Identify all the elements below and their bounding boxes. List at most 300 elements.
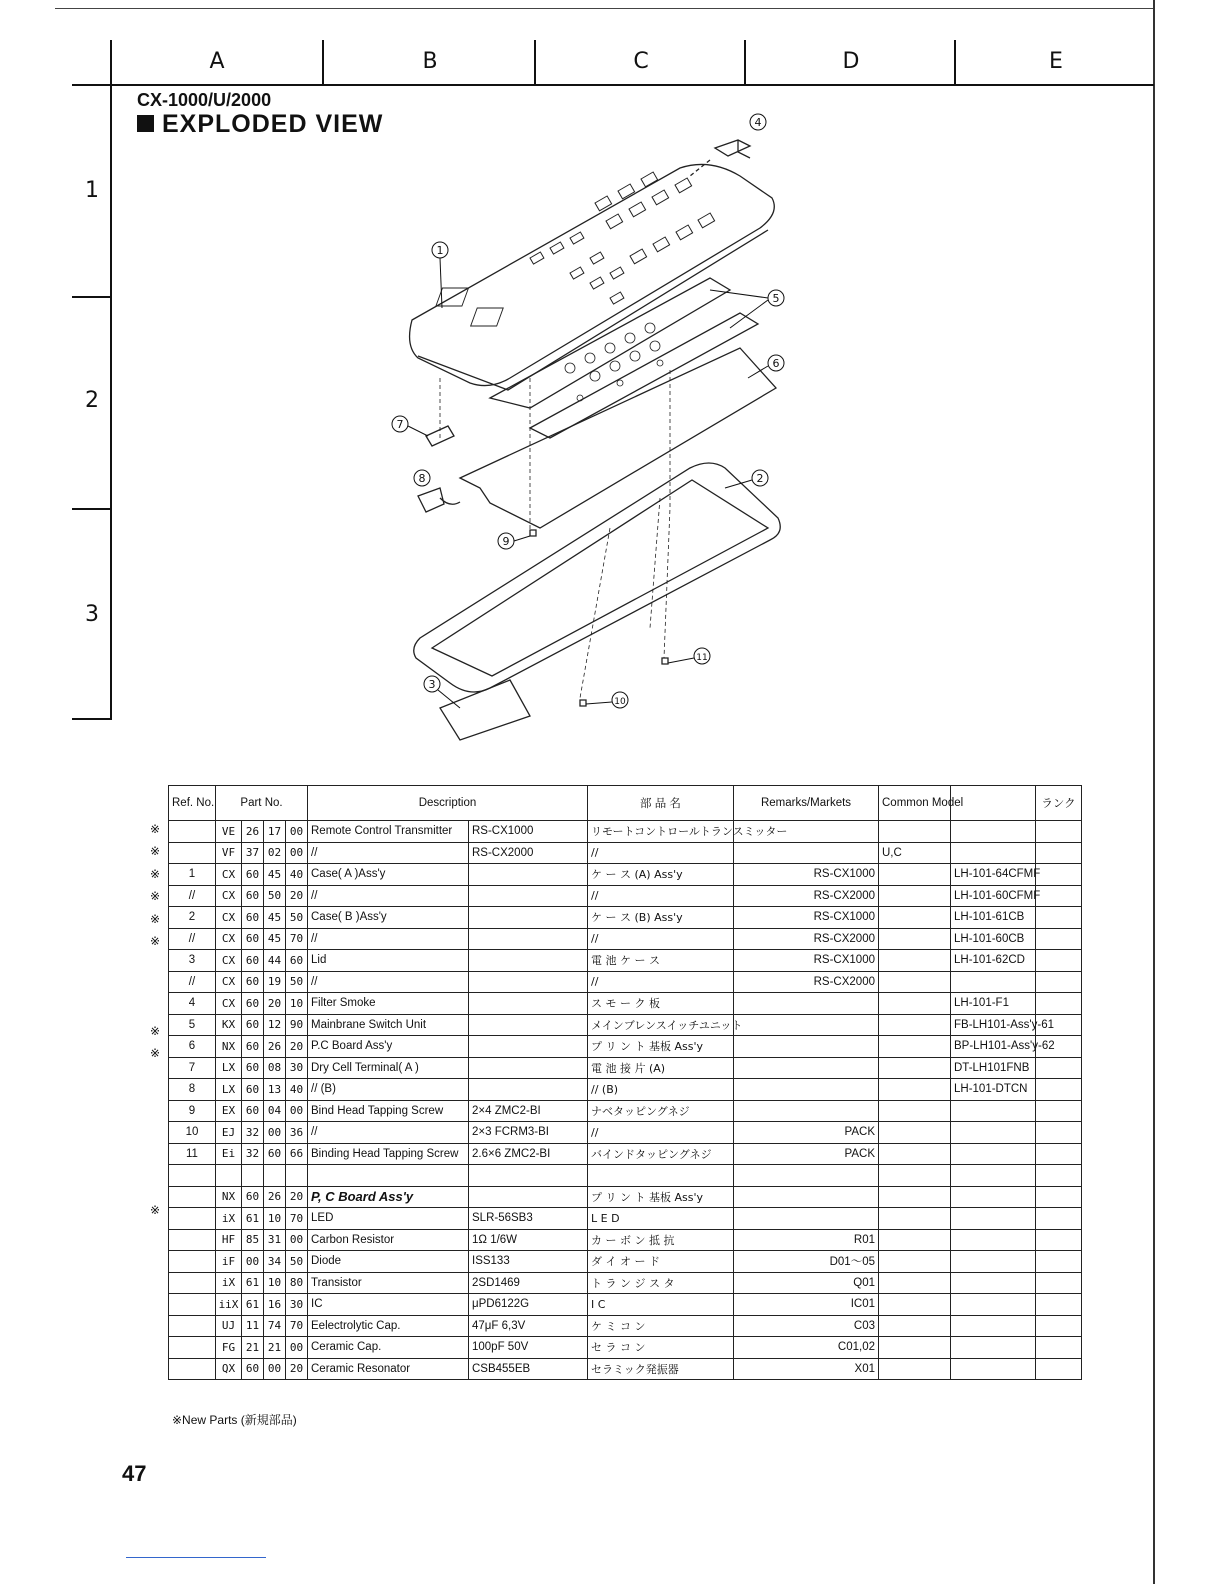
cell-japanese-name: ケ ー ス (B) Ass'y xyxy=(588,907,734,929)
cell-remarks: RS-CX2000 xyxy=(734,885,879,907)
cell-japanese-name: プ リ ン ト 基板 Ass'y xyxy=(588,1186,734,1208)
cell-ref: 7 xyxy=(169,1057,216,1079)
cell-extra-code xyxy=(951,1315,1036,1337)
cell-remarks xyxy=(734,1165,879,1187)
cell-ref xyxy=(169,1358,216,1380)
header-jp-name: 部 品 名 xyxy=(588,786,734,821)
cell-description: Carbon Resistor xyxy=(308,1229,469,1251)
cell-remarks: PACK xyxy=(734,1143,879,1165)
grid-row-1: 1 xyxy=(85,178,99,203)
callout-10 xyxy=(586,692,628,708)
battery-lid xyxy=(440,680,530,740)
table-row xyxy=(169,1272,1082,1294)
cell-ref: 4 xyxy=(169,993,216,1015)
cell-part-group: 61 xyxy=(242,1272,264,1294)
cell-common-model: U,C xyxy=(879,842,951,864)
cell-part-suffix: 70 xyxy=(286,928,308,950)
cell-remarks: RS-CX2000 xyxy=(734,971,879,993)
cell-specification xyxy=(469,1165,588,1187)
cell-extra-code xyxy=(951,1229,1036,1251)
cell-rank xyxy=(1036,821,1082,843)
top-case xyxy=(410,164,775,385)
cell-part-suffix: 70 xyxy=(286,1315,308,1337)
cell-part-group: 00 xyxy=(242,1251,264,1273)
cell-remarks: X01 xyxy=(734,1358,879,1380)
cell-part-prefix: CX xyxy=(216,993,242,1015)
header-rank: ランク xyxy=(1036,786,1082,821)
cell-specification: μPD6122G xyxy=(469,1294,588,1316)
cell-part-suffix: 20 xyxy=(286,885,308,907)
cell-part-group: 60 xyxy=(242,971,264,993)
cell-extra-code xyxy=(951,1208,1036,1230)
cell-part-number: 26 xyxy=(264,1036,286,1058)
bottom-link-line xyxy=(126,1557,266,1558)
header-extra xyxy=(951,786,1036,821)
cell-specification: 2.6×6 ZMC2-BI xyxy=(469,1143,588,1165)
cell-description: Dry Cell Terminal( A ) xyxy=(308,1057,469,1079)
cell-ref xyxy=(169,1315,216,1337)
cell-specification: CSB455EB xyxy=(469,1358,588,1380)
cell-ref: 8 xyxy=(169,1079,216,1101)
cell-part-number: 10 xyxy=(264,1272,286,1294)
cell-common-model xyxy=(879,1315,951,1337)
callout-8 xyxy=(414,470,430,486)
cell-part-number: 74 xyxy=(264,1315,286,1337)
bullet-square-icon xyxy=(137,115,154,132)
cell-japanese-name: ケ ミ コ ン xyxy=(588,1315,734,1337)
header-ref: Ref. No. xyxy=(169,786,216,821)
cell-extra-code xyxy=(951,842,1036,864)
cell-extra-code: FB-LH101-Ass'y-61 xyxy=(951,1014,1036,1036)
cell-specification xyxy=(469,993,588,1015)
cell-part-group: 60 xyxy=(242,1014,264,1036)
cell-rank xyxy=(1036,842,1082,864)
cell-common-model xyxy=(879,1165,951,1187)
cell-description: Remote Control Transmitter xyxy=(308,821,469,843)
cell-common-model xyxy=(879,928,951,950)
cell-extra-code: LH-101-60CB xyxy=(951,928,1036,950)
table-row xyxy=(169,1229,1082,1251)
cell-ref: // xyxy=(169,971,216,993)
cell-description: // xyxy=(308,928,469,950)
cell-part-group: 60 xyxy=(242,864,264,886)
cell-part-suffix: 00 xyxy=(286,821,308,843)
cell-extra-code: LH-101-64CFMF xyxy=(951,864,1036,886)
table-row xyxy=(169,1358,1082,1380)
table-row xyxy=(169,885,1082,907)
cell-japanese-name: カ ー ボ ン 抵 抗 xyxy=(588,1229,734,1251)
cell-part-group: 60 xyxy=(242,993,264,1015)
cell-part-group: 60 xyxy=(242,885,264,907)
cell-part-prefix: LX xyxy=(216,1079,242,1101)
cell-part-group: 60 xyxy=(242,1036,264,1058)
cell-part-group: 37 xyxy=(242,842,264,864)
cell-remarks: D01～05 xyxy=(734,1251,879,1273)
cell-remarks xyxy=(734,1208,879,1230)
cell-part-suffix: 00 xyxy=(286,1100,308,1122)
callout-1 xyxy=(432,242,448,308)
cell-part-group: 32 xyxy=(242,1143,264,1165)
new-part-mark: ※ xyxy=(150,866,161,881)
cell-japanese-name: バインドタッピングネジ xyxy=(588,1143,734,1165)
svg-text:3: 3 xyxy=(428,678,436,691)
table-row xyxy=(169,950,1082,972)
cell-ref: 3 xyxy=(169,950,216,972)
cell-rank xyxy=(1036,1337,1082,1359)
cell-part-prefix: CX xyxy=(216,928,242,950)
cell-description: Case( A )Ass'y xyxy=(308,864,469,886)
table-row xyxy=(169,928,1082,950)
cell-description: Ceramic Cap. xyxy=(308,1337,469,1359)
cell-common-model xyxy=(879,1122,951,1144)
grid-row-3: 3 xyxy=(85,602,99,627)
svg-text:5: 5 xyxy=(772,292,780,305)
cell-rank xyxy=(1036,1057,1082,1079)
cell-part-prefix: EJ xyxy=(216,1122,242,1144)
cell-extra-code: BP-LH101-Ass'y-62 xyxy=(951,1036,1036,1058)
table-row xyxy=(169,1057,1082,1079)
cell-rank xyxy=(1036,950,1082,972)
table-row xyxy=(169,971,1082,993)
cell-ref xyxy=(169,821,216,843)
cell-part-suffix: 50 xyxy=(286,907,308,929)
cell-japanese-name: ス モ ー ク 板 xyxy=(588,993,734,1015)
table-row xyxy=(169,1294,1082,1316)
cell-part-suffix: 00 xyxy=(286,1229,308,1251)
cell-common-model xyxy=(879,1294,951,1316)
cell-part-group: 61 xyxy=(242,1294,264,1316)
cell-extra-code xyxy=(951,971,1036,993)
callout-3 xyxy=(424,676,460,708)
cell-part-suffix: 36 xyxy=(286,1122,308,1144)
cell-extra-code: LH-101-61CB xyxy=(951,907,1036,929)
cell-description: // xyxy=(308,842,469,864)
cell-part-group: 32 xyxy=(242,1122,264,1144)
cell-part-number: 21 xyxy=(264,1337,286,1359)
cell-japanese-name: ナベタッピングネジ xyxy=(588,1100,734,1122)
cell-ref: // xyxy=(169,885,216,907)
callout-7 xyxy=(392,416,428,436)
cell-part-suffix xyxy=(286,1165,308,1187)
cell-extra-code xyxy=(951,821,1036,843)
cell-common-model xyxy=(879,864,951,886)
cell-japanese-name: // (B) xyxy=(588,1079,734,1101)
cell-japanese-name: // xyxy=(588,1122,734,1144)
cell-specification xyxy=(469,950,588,972)
callout-11 xyxy=(668,648,710,664)
new-part-mark: ※ xyxy=(150,844,161,859)
cell-part-suffix: 30 xyxy=(286,1057,308,1079)
cell-description: Bind Head Tapping Screw xyxy=(308,1100,469,1122)
cell-ref: 9 xyxy=(169,1100,216,1122)
cell-part-group: 60 xyxy=(242,1057,264,1079)
cell-rank xyxy=(1036,1229,1082,1251)
grid-row-sep-1 xyxy=(72,296,112,298)
cell-ref: // xyxy=(169,928,216,950)
pc-board xyxy=(460,348,776,528)
cell-common-model xyxy=(879,1143,951,1165)
svg-text:10: 10 xyxy=(614,697,626,707)
cell-part-group: 60 xyxy=(242,928,264,950)
table-row xyxy=(169,907,1082,929)
cell-remarks xyxy=(734,1014,879,1036)
page-title xyxy=(137,110,383,139)
cell-part-number: 34 xyxy=(264,1251,286,1273)
table-row xyxy=(169,1079,1082,1101)
cell-specification xyxy=(469,1186,588,1208)
new-part-mark: ※ xyxy=(150,911,161,926)
cell-common-model xyxy=(879,1208,951,1230)
cell-part-prefix: CX xyxy=(216,971,242,993)
header-part-no: Part No. xyxy=(216,786,308,821)
cell-japanese-name xyxy=(588,1165,734,1187)
cell-japanese-name: リモートコントロールトランスミッター xyxy=(588,821,734,843)
cell-common-model xyxy=(879,1057,951,1079)
cell-part-number: 44 xyxy=(264,950,286,972)
cell-rank xyxy=(1036,1100,1082,1122)
cell-ref: 6 xyxy=(169,1036,216,1058)
cell-rank xyxy=(1036,885,1082,907)
cell-rank xyxy=(1036,1208,1082,1230)
exploded-view-diagram xyxy=(380,108,800,748)
grid-col-d: D xyxy=(744,40,956,84)
cell-rank xyxy=(1036,1186,1082,1208)
cell-extra-code xyxy=(951,1294,1036,1316)
cell-extra-code xyxy=(951,1143,1036,1165)
cell-ref: 10 xyxy=(169,1122,216,1144)
new-part-mark: ※ xyxy=(150,822,161,836)
table-row xyxy=(169,1165,1082,1187)
cell-rank xyxy=(1036,1315,1082,1337)
cell-part-suffix: 20 xyxy=(286,1036,308,1058)
page-number: 47 xyxy=(122,1461,147,1486)
cell-part-prefix: Ei xyxy=(216,1143,242,1165)
cell-japanese-name: // xyxy=(588,928,734,950)
header-common: Common Model xyxy=(879,786,951,821)
callout-4 xyxy=(750,114,766,130)
svg-text:8: 8 xyxy=(418,472,426,485)
cell-specification: 47μF 6,3V xyxy=(469,1315,588,1337)
cell-extra-code: LH-101-F1 xyxy=(951,993,1036,1015)
cell-remarks: R01 xyxy=(734,1229,879,1251)
cell-specification: 1Ω 1/6W xyxy=(469,1229,588,1251)
cell-ref xyxy=(169,1229,216,1251)
cell-remarks xyxy=(734,993,879,1015)
cell-extra-code xyxy=(951,1186,1036,1208)
cell-extra-code xyxy=(951,1100,1036,1122)
cell-part-group: 61 xyxy=(242,1208,264,1230)
cell-part-prefix xyxy=(216,1165,242,1187)
cell-description: Lid xyxy=(308,950,469,972)
svg-text:9: 9 xyxy=(502,535,510,548)
table-row xyxy=(169,1036,1082,1058)
cell-remarks: RS-CX1000 xyxy=(734,907,879,929)
cell-description: P, C Board Ass'y xyxy=(308,1186,469,1208)
cell-specification xyxy=(469,1014,588,1036)
cell-description: IC xyxy=(308,1294,469,1316)
cell-japanese-name: セラミック発振器 xyxy=(588,1358,734,1380)
cell-part-number: 16 xyxy=(264,1294,286,1316)
table-row xyxy=(169,1014,1082,1036)
cell-ref xyxy=(169,1294,216,1316)
cell-extra-code xyxy=(951,1251,1036,1273)
cell-description: // (B) xyxy=(308,1079,469,1101)
grid-col-b: B xyxy=(322,40,536,84)
cell-common-model xyxy=(879,993,951,1015)
cell-part-number: 13 xyxy=(264,1079,286,1101)
cell-common-model xyxy=(879,1251,951,1273)
cell-rank xyxy=(1036,1165,1082,1187)
cell-remarks xyxy=(734,1186,879,1208)
cell-ref: 1 xyxy=(169,864,216,886)
cell-part-number: 26 xyxy=(264,1186,286,1208)
cell-part-number: 17 xyxy=(264,821,286,843)
cell-remarks: C01,02 xyxy=(734,1337,879,1359)
cell-extra-code: LH-101-60CFMF xyxy=(951,885,1036,907)
cell-description: // xyxy=(308,971,469,993)
cell-ref xyxy=(169,1165,216,1187)
cell-part-group: 11 xyxy=(242,1315,264,1337)
cell-specification: SLR-56SB3 xyxy=(469,1208,588,1230)
cell-part-suffix: 00 xyxy=(286,1337,308,1359)
cell-specification: RS-CX1000 xyxy=(469,821,588,843)
cell-specification xyxy=(469,907,588,929)
new-part-mark: ※ xyxy=(150,1023,161,1038)
cell-part-number: 00 xyxy=(264,1358,286,1380)
callout-2 xyxy=(725,470,768,488)
cell-rank xyxy=(1036,1294,1082,1316)
cell-ref xyxy=(169,1208,216,1230)
cell-ref xyxy=(169,1186,216,1208)
cell-rank xyxy=(1036,907,1082,929)
table-row xyxy=(169,1100,1082,1122)
svg-text:1: 1 xyxy=(436,244,444,257)
cell-specification: 2×3 FCRM3-BI xyxy=(469,1122,588,1144)
cell-part-number: 45 xyxy=(264,928,286,950)
cell-common-model xyxy=(879,885,951,907)
cell-part-prefix: VF xyxy=(216,842,242,864)
cell-specification: ISS133 xyxy=(469,1251,588,1273)
cell-common-model xyxy=(879,907,951,929)
cell-part-number: 12 xyxy=(264,1014,286,1036)
cell-description: // xyxy=(308,1122,469,1144)
grid-row-sep-2 xyxy=(72,508,112,510)
cell-part-number: 31 xyxy=(264,1229,286,1251)
cell-specification: 2×4 ZMC2-BI xyxy=(469,1100,588,1122)
screw-9 xyxy=(530,530,536,536)
cell-part-group: 60 xyxy=(242,1186,264,1208)
cell-part-prefix: iX xyxy=(216,1272,242,1294)
cell-description: Filter Smoke xyxy=(308,993,469,1015)
cell-extra-code: DT-LH101FNB xyxy=(951,1057,1036,1079)
filter-smoke xyxy=(715,140,750,158)
cell-japanese-name: // xyxy=(588,971,734,993)
cell-part-suffix: 10 xyxy=(286,993,308,1015)
cell-rank xyxy=(1036,928,1082,950)
cell-description: Mainbrane Switch Unit xyxy=(308,1014,469,1036)
cell-part-suffix: 80 xyxy=(286,1272,308,1294)
cell-specification xyxy=(469,1079,588,1101)
callout-9 xyxy=(498,533,530,549)
cell-description: Transistor xyxy=(308,1272,469,1294)
table-row xyxy=(169,1251,1082,1273)
cell-specification xyxy=(469,928,588,950)
cell-rank xyxy=(1036,1251,1082,1273)
grid-col-a: A xyxy=(209,49,225,74)
cell-part-prefix: CX xyxy=(216,864,242,886)
cell-common-model xyxy=(879,821,951,843)
cell-specification: 100pF 50V xyxy=(469,1337,588,1359)
grid-col-e: E xyxy=(954,40,1156,84)
cell-part-group: 60 xyxy=(242,1100,264,1122)
cell-description: LED xyxy=(308,1208,469,1230)
cell-rank xyxy=(1036,1358,1082,1380)
cell-common-model xyxy=(879,1014,951,1036)
cell-japanese-name: // xyxy=(588,842,734,864)
cell-part-group: 60 xyxy=(242,1358,264,1380)
cell-part-suffix: 00 xyxy=(286,842,308,864)
cell-part-number: 10 xyxy=(264,1208,286,1230)
cell-part-suffix: 40 xyxy=(286,864,308,886)
cell-ref xyxy=(169,842,216,864)
cell-part-suffix: 66 xyxy=(286,1143,308,1165)
cell-japanese-name: ト ラ ン ジ ス タ xyxy=(588,1272,734,1294)
cell-common-model xyxy=(879,971,951,993)
cell-remarks xyxy=(734,1079,879,1101)
cell-part-prefix: KX xyxy=(216,1014,242,1036)
cell-remarks: C03 xyxy=(734,1315,879,1337)
screw-11 xyxy=(662,658,668,664)
right-border xyxy=(1153,0,1155,1584)
cell-part-suffix: 60 xyxy=(286,950,308,972)
cell-part-prefix: LX xyxy=(216,1057,242,1079)
cell-remarks: RS-CX2000 xyxy=(734,928,879,950)
cell-japanese-name: 電 池 接 片 (A) xyxy=(588,1057,734,1079)
cell-extra-code: LH-101-62CD xyxy=(951,950,1036,972)
cell-specification xyxy=(469,971,588,993)
cell-common-model xyxy=(879,1036,951,1058)
cell-part-group: 60 xyxy=(242,950,264,972)
cell-extra-code xyxy=(951,1358,1036,1380)
cell-specification xyxy=(469,1036,588,1058)
cell-description: Binding Head Tapping Screw xyxy=(308,1143,469,1165)
cell-remarks: PACK xyxy=(734,1122,879,1144)
cell-part-prefix: iF xyxy=(216,1251,242,1273)
footnote: ※New Parts (新規部品) xyxy=(172,1413,297,1427)
cell-extra-code xyxy=(951,1122,1036,1144)
page-title-text: EXPLODED VIEW xyxy=(162,110,384,138)
cell-extra-code xyxy=(951,1337,1036,1359)
header-description: Description xyxy=(308,786,588,821)
cell-remarks: RS-CX1000 xyxy=(734,950,879,972)
cell-remarks: IC01 xyxy=(734,1294,879,1316)
cell-part-suffix: 20 xyxy=(286,1186,308,1208)
cell-description: Eelectrolytic Cap. xyxy=(308,1315,469,1337)
cell-part-prefix: CX xyxy=(216,950,242,972)
cell-part-number: 04 xyxy=(264,1100,286,1122)
table-row xyxy=(169,1143,1082,1165)
cell-ref: 11 xyxy=(169,1143,216,1165)
cell-japanese-name: ダ イ オ ー ド xyxy=(588,1251,734,1273)
cell-part-suffix: 50 xyxy=(286,1251,308,1273)
parts-table xyxy=(168,785,1082,1380)
cell-part-suffix: 90 xyxy=(286,1014,308,1036)
grid-col-c: C xyxy=(534,40,746,84)
cell-specification: 2SD1469 xyxy=(469,1272,588,1294)
cell-part-prefix: iiX xyxy=(216,1294,242,1316)
cell-part-prefix: CX xyxy=(216,885,242,907)
cell-rank xyxy=(1036,993,1082,1015)
